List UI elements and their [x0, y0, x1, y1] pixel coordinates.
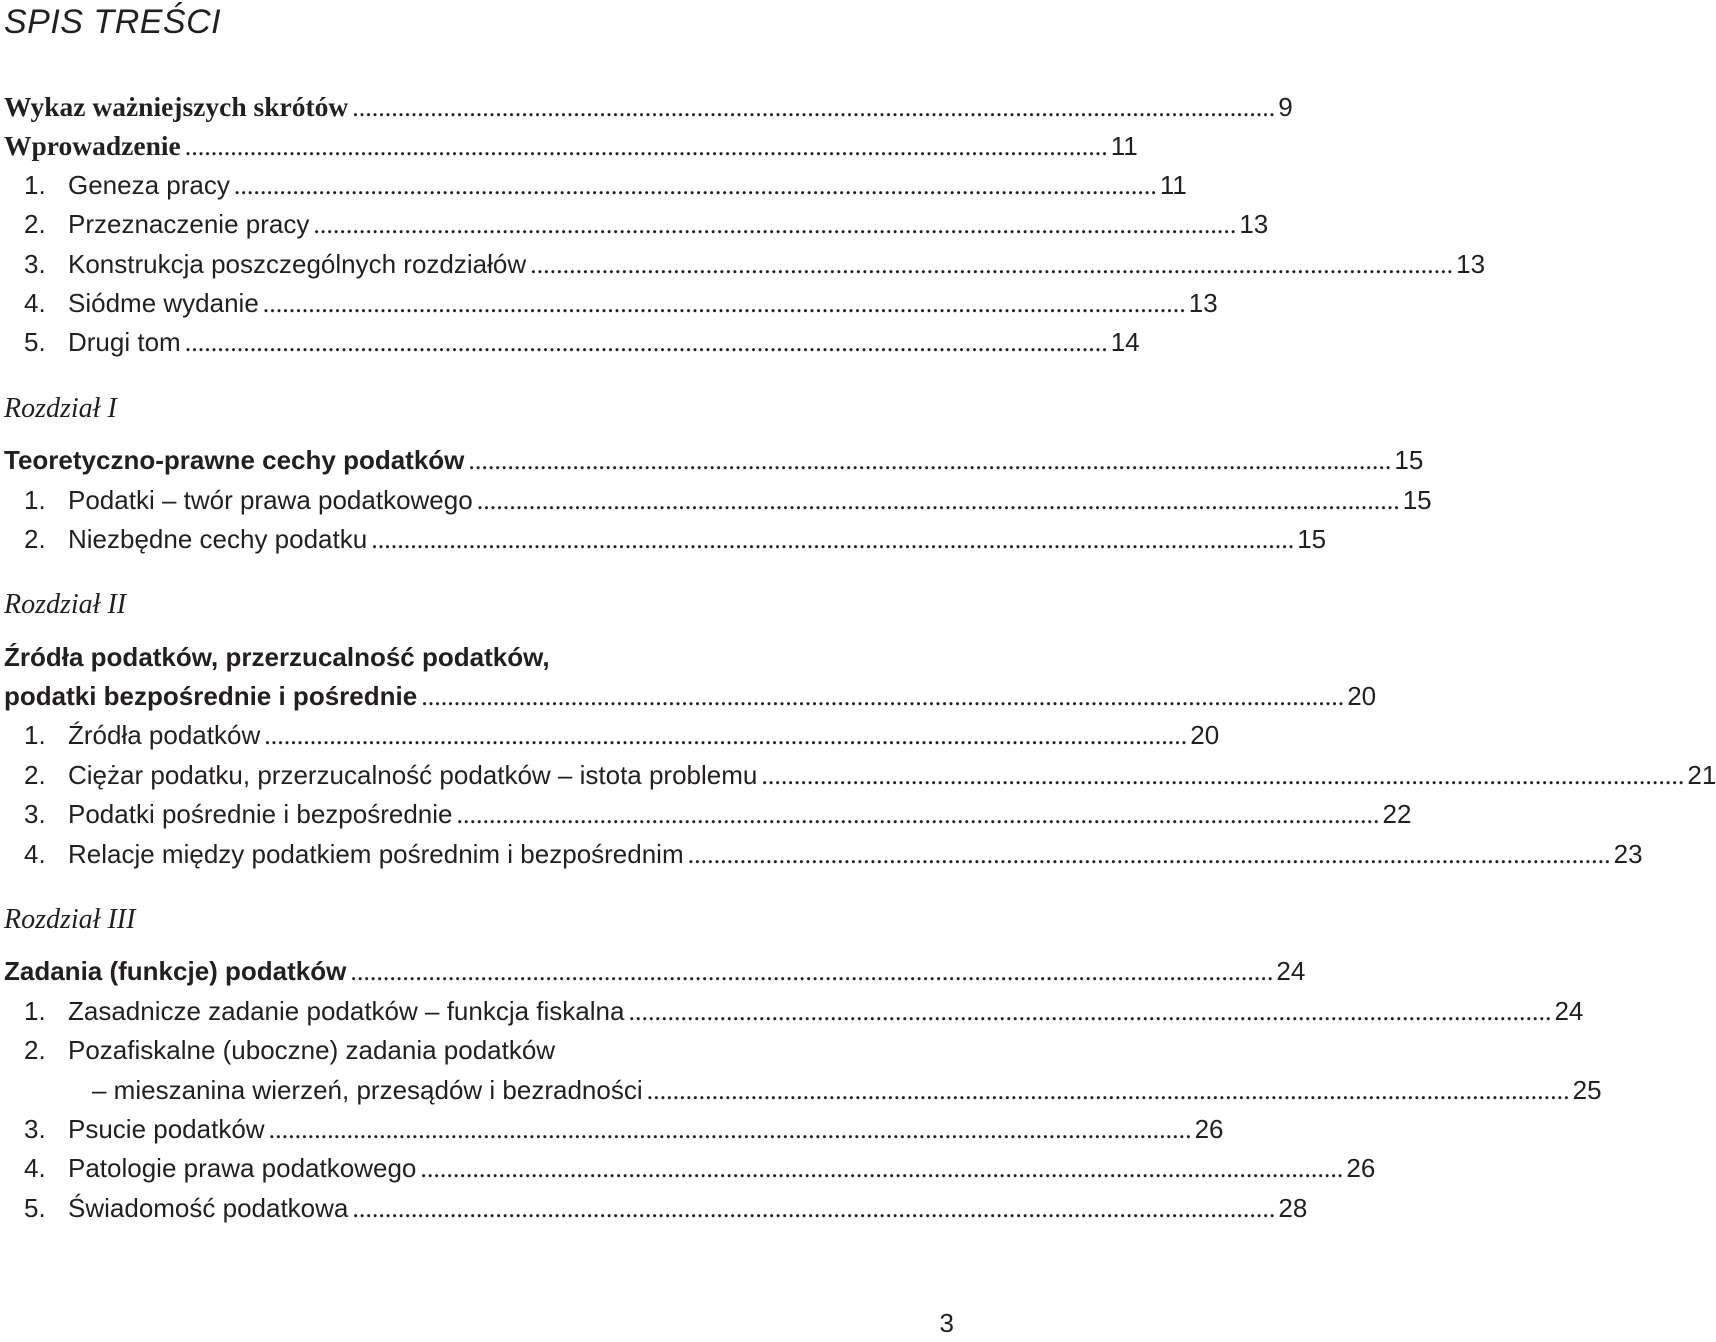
toc-entry-title: Wykaz ważniejszych skrótów: [4, 91, 349, 122]
dot-leader: ..............................................................................................................................................: [268, 1114, 1192, 1144]
toc-entry-page: 15: [1402, 484, 1432, 515]
toc-entry-title: Psucie podatków: [68, 1113, 265, 1144]
toc-entry-title: Konstrukcja poszczególnych rozdziałów: [68, 248, 527, 279]
toc-entry[interactable]: [4, 795, 1412, 834]
toc-entry[interactable]: [4, 1071, 1602, 1110]
toc-entry-number: 2.: [24, 209, 46, 240]
toc-entry-number: 2.: [24, 759, 46, 790]
dot-leader: ..............................................................................................................................................: [468, 446, 1392, 476]
dot-leader: ..............................................................................................................................................: [530, 249, 1454, 279]
toc-entry-number: 4.: [24, 838, 46, 869]
toc-entry[interactable]: [4, 1110, 1224, 1149]
toc-entry[interactable]: [4, 835, 1643, 874]
toc-entry-page: 21: [1687, 759, 1716, 790]
toc-entry-page: 13: [1456, 248, 1486, 279]
toc-entry-title: Patologie prawa podatkowego: [68, 1153, 417, 1184]
dot-leader: ..............................................................................................................................................: [420, 1154, 1344, 1184]
toc-entry-title: – mieszanina wierzeń, przesądów i bezradności: [92, 1074, 643, 1105]
toc-entry-title: Teoretyczno-prawne cechy podatków: [4, 445, 465, 476]
chapter-label: Rozdział III: [4, 904, 136, 936]
toc-entry-title: podatki bezpośrednie i pośrednie: [4, 681, 418, 712]
dot-leader: ..............................................................................................................................................: [761, 760, 1685, 790]
toc-entry-page: 15: [1394, 445, 1424, 476]
toc-entry[interactable]: [4, 323, 1140, 362]
toc-entry-page: 13: [1188, 287, 1218, 318]
toc-entry[interactable]: [4, 205, 1269, 244]
dot-leader: ..............................................................................................................................................: [476, 485, 1400, 515]
toc-entry-title: Zasadnicze zadanie podatków – funkcja fiskalna: [68, 995, 625, 1026]
dot-leader: ..............................................................................................................................................: [352, 93, 1276, 122]
toc-entry-page: 23: [1613, 838, 1643, 869]
toc-chapter-title[interactable]: [4, 952, 1306, 991]
toc-entry-number: 3.: [24, 799, 46, 830]
toc-entry[interactable]: [4, 992, 1584, 1031]
dot-leader: ..............................................................................................................................................: [646, 1075, 1570, 1105]
toc-entry-page: 24: [1276, 956, 1306, 987]
dot-leader: ..............................................................................................................................................: [352, 1193, 1276, 1223]
toc-entry-number: 1.: [24, 720, 46, 751]
dot-leader: ..............................................................................................................................................: [184, 328, 1108, 358]
toc-entry-number: 4.: [24, 287, 46, 318]
toc-entry[interactable]: [4, 1149, 1376, 1188]
dot-leader: ..............................................................................................................................................: [421, 682, 1345, 712]
toc-chapter-title-line: Źródła podatków, przerzucalność podatków,: [4, 641, 550, 672]
toc-entry-number: 2.: [24, 1035, 46, 1066]
toc-entry-page: 22: [1382, 799, 1412, 830]
toc-entry-number: 1.: [24, 995, 46, 1026]
page-number: 3: [939, 1308, 954, 1338]
toc-entry-page: 20: [1190, 720, 1220, 751]
dot-leader: ..............................................................................................................................................: [687, 839, 1611, 869]
chapter-label: Rozdział II: [4, 589, 127, 621]
toc-entry-page: 14: [1110, 327, 1140, 358]
dot-leader: ..............................................................................................................................................: [456, 800, 1380, 830]
toc-entry[interactable]: [4, 481, 1432, 520]
toc-entry-title: Źródła podatków: [68, 720, 261, 751]
dot-leader: ..............................................................................................................................................: [371, 524, 1295, 554]
toc-entry-title: Drugi tom: [68, 327, 181, 358]
toc-entry-title: Niezbędne cechy podatku: [68, 523, 368, 554]
toc-entry-title: Pozafiskalne (uboczne) zadania podatków: [68, 1035, 556, 1066]
toc-entry-number: 2.: [24, 523, 46, 554]
toc-entry-title: Relacje między podatkiem pośrednim i bezpośrednim: [68, 838, 684, 869]
toc-entry-number: 1.: [24, 484, 46, 515]
toc-entry-number: 1.: [24, 169, 46, 200]
toc-entry-number: 3.: [24, 248, 46, 279]
toc-entry-title: Wprowadzenie: [4, 130, 181, 162]
toc-entry-page: 11: [1110, 131, 1138, 162]
toc-entry[interactable]: [4, 520, 1327, 559]
toc-entry-page: 13: [1239, 209, 1269, 240]
page-title: SPIS TREŚCI: [4, 3, 222, 41]
toc-entry-number: 5.: [24, 1192, 46, 1223]
toc-entry-page: 9: [1278, 92, 1293, 122]
toc-entry-number: 4.: [24, 1153, 46, 1184]
toc-entry-title: Podatki pośrednie i bezpośrednie: [68, 799, 453, 830]
toc-entry-title: Zadania (funkcje) podatków: [4, 956, 347, 987]
toc-entry-page: 28: [1278, 1192, 1308, 1223]
toc-entry-page: 26: [1194, 1113, 1224, 1144]
toc-chapter-title[interactable]: [4, 677, 1377, 716]
toc-entry[interactable]: [4, 166, 1187, 205]
toc-entry[interactable]: [4, 716, 1220, 755]
toc-entry-title: Siódme wydanie: [68, 287, 259, 318]
toc-entry-page: 26: [1346, 1153, 1376, 1184]
table-of-contents: [4, 87, 1716, 1228]
toc-entry[interactable]: [4, 756, 1716, 795]
toc-entry-number: 3.: [24, 1113, 46, 1144]
dot-leader: ..............................................................................................................................................: [350, 957, 1274, 987]
toc-entry-page: 11: [1159, 169, 1187, 200]
toc-entry-title: Ciężar podatku, przerzucalność podatków – istota problemu: [68, 759, 758, 790]
toc-entry[interactable]: [4, 1189, 1308, 1228]
toc-entry-title: Geneza pracy: [68, 169, 230, 200]
dot-leader: ..............................................................................................................................................: [233, 170, 1157, 200]
chapter-label: Rozdział I: [4, 392, 117, 424]
toc-entry-page: 24: [1554, 995, 1584, 1026]
toc-entry-first-line[interactable]: [4, 1031, 960, 1070]
toc-entry-page: 20: [1347, 681, 1377, 712]
toc-entry[interactable]: [4, 87, 1293, 126]
toc-entry-page: 15: [1297, 523, 1327, 554]
dot-leader: ..............................................................................................................................................: [184, 132, 1108, 162]
toc-entry[interactable]: [4, 126, 1138, 165]
toc-entry[interactable]: [4, 245, 1486, 284]
dot-leader: ..............................................................................................................................................: [264, 721, 1188, 751]
toc-entry-number: 5.: [24, 327, 46, 358]
toc-entry-page: 25: [1572, 1074, 1602, 1105]
toc-entry-title: Podatki – twór prawa podatkowego: [68, 484, 473, 515]
dot-leader: ..............................................................................................................................................: [628, 996, 1552, 1026]
toc-chapter-title[interactable]: [4, 441, 1424, 480]
dot-leader: ..............................................................................................................................................: [262, 288, 1186, 318]
toc-entry-title: Przeznaczenie pracy: [68, 209, 310, 240]
dot-leader: ..............................................................................................................................................: [313, 210, 1237, 240]
toc-entry[interactable]: [4, 284, 1218, 323]
toc-entry-title: Świadomość podatkowa: [68, 1192, 349, 1223]
